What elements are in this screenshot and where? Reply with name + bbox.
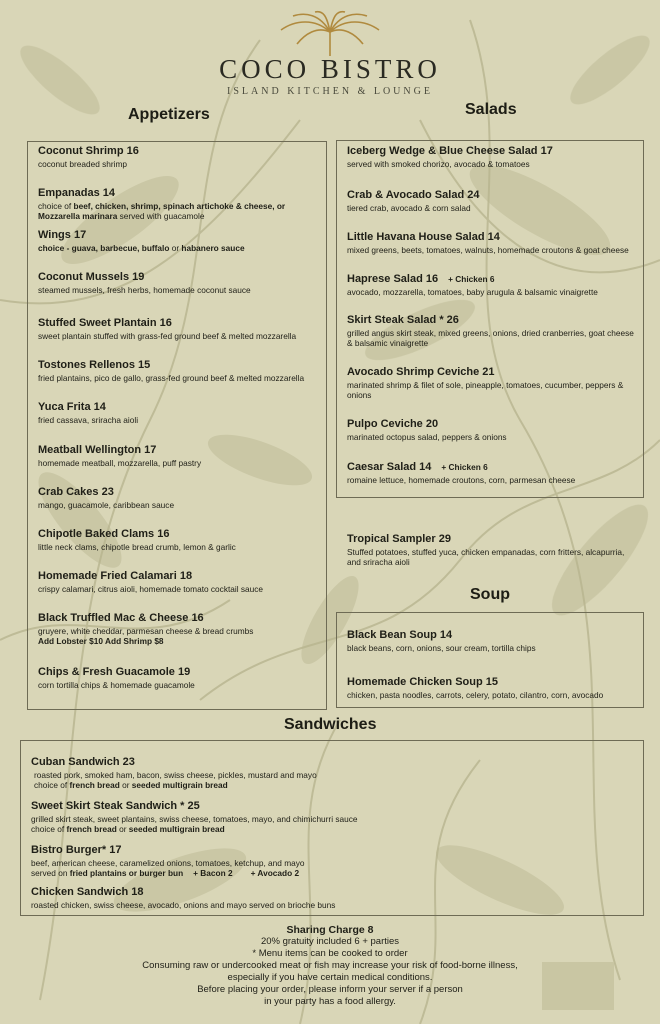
menu-item xyxy=(31,756,631,790)
item-name: Chipotle Baked Clams 16 xyxy=(38,528,170,540)
item-desc: choice of beef, chicken, shrimp, spinach artichoke & cheese, or Mozzarella marinara served with guacamole xyxy=(38,201,286,221)
item-name: Meatball Wellington 17 xyxy=(38,444,157,456)
menu-item xyxy=(38,317,324,341)
item-name: Coconut Shrimp 16 xyxy=(38,145,139,157)
menu-item xyxy=(347,676,639,700)
brand-name: COCO BISTRO xyxy=(219,54,441,84)
menu-item xyxy=(38,612,324,646)
item-name: Black Truffled Mac & Cheese 16 xyxy=(38,612,204,624)
item-desc: little neck clams, chipotle bread crumb, lemon & garlic xyxy=(38,542,236,552)
menu-item xyxy=(38,359,324,383)
menu-item xyxy=(38,528,324,552)
item-desc: roasted pork, smoked ham, bacon, swiss cheese, pickles, mustard and mayo xyxy=(34,770,317,780)
item-desc: tiered crab, avocado & corn salad xyxy=(347,203,471,213)
brand-tagline: ISLAND KITCHEN & LOUNGE xyxy=(227,86,433,97)
item-addon: + Chicken 6 xyxy=(441,462,488,472)
item-desc: beef, american cheese, caramelized onions, tomatoes, ketchup, and mayo xyxy=(31,858,305,868)
item-name: Crab Cakes 23 xyxy=(38,486,114,498)
corner-patch xyxy=(542,962,614,1010)
item-name: Wings 17 xyxy=(38,229,87,241)
menu-item xyxy=(347,418,639,442)
footer-line: 20% gratuity included 6 + parties xyxy=(260,936,400,947)
item-desc: grilled angus skirt steak, mixed greens, onions, dried cranberries, goat cheese & balsamic vinaigrette xyxy=(347,328,634,348)
sandwiches-title: Sandwiches xyxy=(284,716,377,733)
menu-item xyxy=(38,229,324,253)
footer-line: * Menu items can be cooked to order xyxy=(252,948,408,959)
menu-item xyxy=(347,145,639,169)
appetizers-title: Appetizers xyxy=(128,106,210,123)
item-desc: marinated octopus salad, peppers & onions xyxy=(347,432,507,442)
menu-item xyxy=(38,401,324,425)
footer-line: Before placing your order, please inform your server if a person xyxy=(197,984,463,995)
item-desc: served with smoked chorizo, avocado & tomatoes xyxy=(347,159,530,169)
item-name: Iceberg Wedge & Blue Cheese Salad 17 xyxy=(347,145,553,157)
item-name: Bistro Burger* 17 xyxy=(31,844,122,856)
item-name: Skirt Steak Salad * 26 xyxy=(347,314,459,326)
item-desc: mango, guacamole, caribbean sauce xyxy=(38,500,175,510)
item-desc: avocado, mozzarella, tomatoes, baby arugula & balsamic vinaigrette xyxy=(347,287,598,297)
item-bread-choice: choice of french bread or seeded multigrain bread xyxy=(31,824,225,834)
menu-item xyxy=(38,187,324,221)
menu-item xyxy=(347,629,639,653)
menu-item xyxy=(347,314,639,348)
menu-item xyxy=(38,271,324,295)
palm-icon xyxy=(275,10,385,58)
item-name: Haprese Salad 16 + Chicken 6 xyxy=(347,273,495,285)
item-addons: Add Lobster $10 Add Shrimp $8 xyxy=(38,636,164,646)
item-name: Avocado Shrimp Ceviche 21 xyxy=(347,366,495,378)
item-desc: marinated shrimp & filet of sole, pineapple, tomatoes, cucumber, peppers & onions xyxy=(347,380,624,400)
sharing-charge: Sharing Charge 8 xyxy=(286,924,374,936)
item-desc: fried cassava, sriracha aioli xyxy=(38,415,139,425)
item-name: Tostones Rellenos 15 xyxy=(38,359,151,371)
item-desc: fried plantains, pico de gallo, grass-fed ground beef & melted mozzarella xyxy=(38,373,305,383)
item-desc: mixed greens, beets, tomatoes, walnuts, homemade croutons & goat cheese xyxy=(347,245,629,255)
item-name: Chicken Sandwich 18 xyxy=(31,886,144,898)
menu-item xyxy=(347,533,639,567)
item-name: Black Bean Soup 14 xyxy=(347,629,453,641)
item-name: Cuban Sandwich 23 xyxy=(31,756,135,768)
item-name: Coconut Mussels 19 xyxy=(38,271,145,283)
item-desc: sweet plantain stuffed with grass-fed ground beef & melted mozzarella xyxy=(38,331,297,341)
item-name: Crab & Avocado Salad 24 xyxy=(347,189,480,201)
menu-item xyxy=(347,366,639,400)
item-desc: coconut breaded shrimp xyxy=(38,159,128,169)
item-desc: gruyere, white cheddar, parmesan cheese & bread crumbs xyxy=(38,626,254,636)
menu-item xyxy=(31,844,631,878)
item-name: Empanadas 14 xyxy=(38,187,116,199)
item-desc: corn tortilla chips & homemade guacamole xyxy=(38,680,195,690)
menu-item xyxy=(38,666,324,690)
logo xyxy=(0,10,660,97)
item-name: Pulpo Ceviche 20 xyxy=(347,418,439,430)
item-desc: crispy calamari, citrus aioli, homemade tomato cocktail sauce xyxy=(38,584,264,594)
menu-item xyxy=(38,486,324,510)
item-name: Yuca Frita 14 xyxy=(38,401,106,413)
item-desc: steamed mussels, fresh herbs, homemade coconut sauce xyxy=(38,285,251,295)
item-desc: roasted chicken, swiss cheese, avocado, onions and mayo served on brioche buns xyxy=(31,900,336,910)
item-desc: grilled skirt steak, sweet plantains, swiss cheese, tomatoes, mayo, and chimichurri sauce xyxy=(31,814,358,824)
menu-item xyxy=(31,800,631,834)
item-desc: homemade meatball, mozzarella, puff pastry xyxy=(38,458,202,468)
item-name: Homemade Fried Calamari 18 xyxy=(38,570,193,582)
item-name: Caesar Salad 14 + Chicken 6 xyxy=(347,461,488,473)
item-bread-choice: choice of french bread or seeded multigrain bread xyxy=(34,780,228,790)
menu-item xyxy=(38,570,324,594)
item-name: Sweet Skirt Steak Sandwich * 25 xyxy=(31,800,200,812)
menu-item xyxy=(347,273,639,297)
menu-item xyxy=(347,461,639,485)
menu-item xyxy=(347,189,639,213)
item-name: Homemade Chicken Soup 15 xyxy=(347,676,498,688)
item-desc: black beans, corn, onions, sour cream, tortilla chips xyxy=(347,643,536,653)
item-name: Stuffed Sweet Plantain 16 xyxy=(38,317,172,329)
item-desc: Stuffed potatoes, stuffed yuca, chicken empanadas, corn fritters, alcapurria, and sriracha aioli xyxy=(347,547,625,567)
footer-line: especially if you have certain medical conditions. xyxy=(227,972,433,983)
item-name: Little Havana House Salad 14 xyxy=(347,231,500,243)
menu-item xyxy=(38,145,324,169)
soup-title: Soup xyxy=(470,586,510,603)
menu-item xyxy=(38,444,324,468)
item-addon: + Chicken 6 xyxy=(448,274,495,284)
item-desc: chicken, pasta noodles, carrots, celery, potato, cilantro, corn, avocado xyxy=(347,690,604,700)
menu-item xyxy=(347,231,639,255)
footer-line: Consuming raw or undercooked meat or fish may increase your risk of food-borne illness, xyxy=(142,960,518,971)
menu-item xyxy=(31,886,631,910)
item-name: Chips & Fresh Guacamole 19 xyxy=(38,666,191,678)
item-name: Tropical Sampler 29 xyxy=(347,533,451,545)
footer-line: in your party has a food allergy. xyxy=(264,996,396,1007)
menu-footer xyxy=(60,924,600,1008)
item-desc: romaine lettuce, homemade croutons, corn, parmesan cheese xyxy=(347,475,576,485)
salads-title: Salads xyxy=(465,101,517,118)
item-serving-options: served on fried plantains or burger bun + Bacon 2 + Avocado 2 xyxy=(31,868,300,878)
item-desc: choice - guava, barbecue, buffalo or habanero sauce xyxy=(38,243,245,253)
